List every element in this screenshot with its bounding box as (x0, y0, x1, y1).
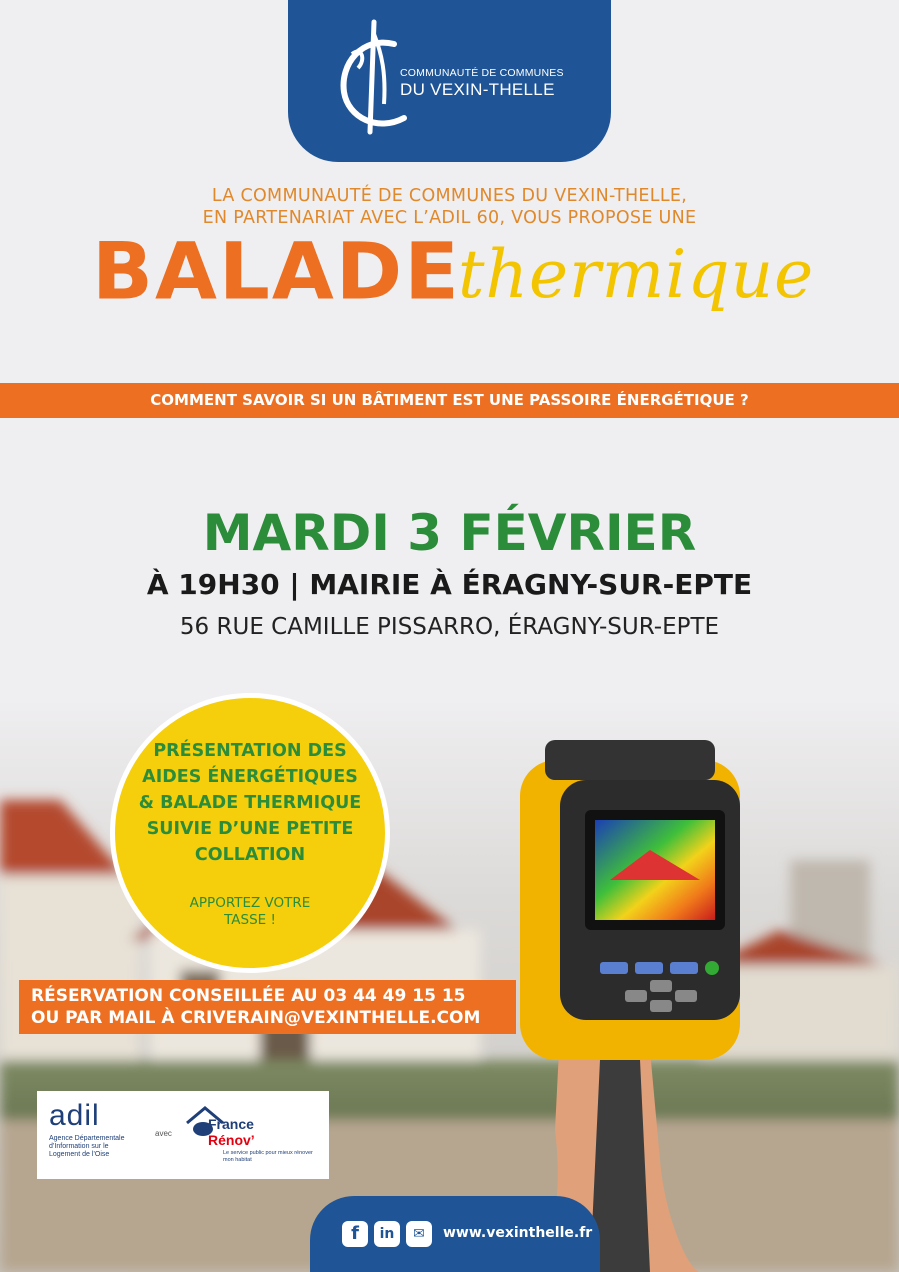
intro-line1: LA COMMUNAUTÉ DE COMMUNES DU VEXIN-THELLE, (211, 186, 688, 206)
reservation-box (19, 980, 516, 1034)
reservation-phone: RÉSERVATION CONSEILLÉE AU 03 44 49 15 15 (31, 986, 466, 1006)
france-renov-france: France (208, 1116, 254, 1132)
bring-cup-line2: TASSE ! (224, 912, 276, 928)
program-line: COLLATION (194, 845, 306, 865)
france-renov-tagline: Le service public pour mieux rénover mon habitat (223, 1150, 313, 1163)
event-time-place: À 19H30 | MAIRIE À ÉRAGNY-SUR-EPTE (146, 568, 753, 601)
question-text: COMMENT SAVOIR SI UN BÂTIMENT EST UNE PASSOIRE ÉNERGÉTIQUE ? (150, 391, 749, 409)
facebook-icon[interactable]: f (342, 1221, 368, 1247)
website-link[interactable]: www.vexinthelle.fr (443, 1225, 593, 1241)
program-circle (110, 693, 390, 973)
event-address: 56 RUE CAMILLE PISSARRO, ÉRAGNY-SUR-EPTE (179, 614, 720, 640)
program-line: PRÉSENTATION DES (153, 741, 347, 761)
intro-line2: EN PARTENARIAT AVEC L’ADIL 60, VOUS PROPOSE UNE (202, 208, 697, 228)
logo-header (288, 0, 611, 162)
bring-cup-line1: APPORTEZ VOTRE (189, 895, 311, 911)
bring-cup-note (115, 895, 385, 929)
partner-logos (37, 1091, 329, 1179)
program-line: AIDES ÉNERGÉTIQUES (142, 767, 358, 787)
adil-subtitle: Agence Départementale d’Information sur le Logement de l’Oise (49, 1135, 125, 1158)
footer-social (310, 1196, 600, 1272)
partner-avec: avec (155, 1129, 172, 1138)
program-text (115, 738, 385, 868)
logo-text-line1: COMMUNAUTÉ DE COMMUNES (400, 67, 564, 79)
france-renov-renov: Rénov’ (208, 1132, 255, 1148)
question-banner (0, 383, 899, 418)
message-icon[interactable]: ✉ (406, 1221, 432, 1247)
program-line: SUIVIE D’UNE PETITE (146, 819, 354, 839)
title-balade: BALADE (92, 225, 461, 318)
logo-text-line2: DU VEXIN-THELLE (400, 80, 555, 99)
title-thermique: thermique (458, 236, 815, 313)
linkedin-icon[interactable]: in (374, 1221, 400, 1247)
reservation-email[interactable]: OU PAR MAIL À CRIVERAIN@VEXINTHELLE.COM (31, 1008, 481, 1028)
adil-logo: adil (49, 1099, 100, 1132)
program-line: & BALADE THERMIQUE (138, 793, 362, 813)
event-date: MARDI 3 FÉVRIER (202, 504, 697, 562)
